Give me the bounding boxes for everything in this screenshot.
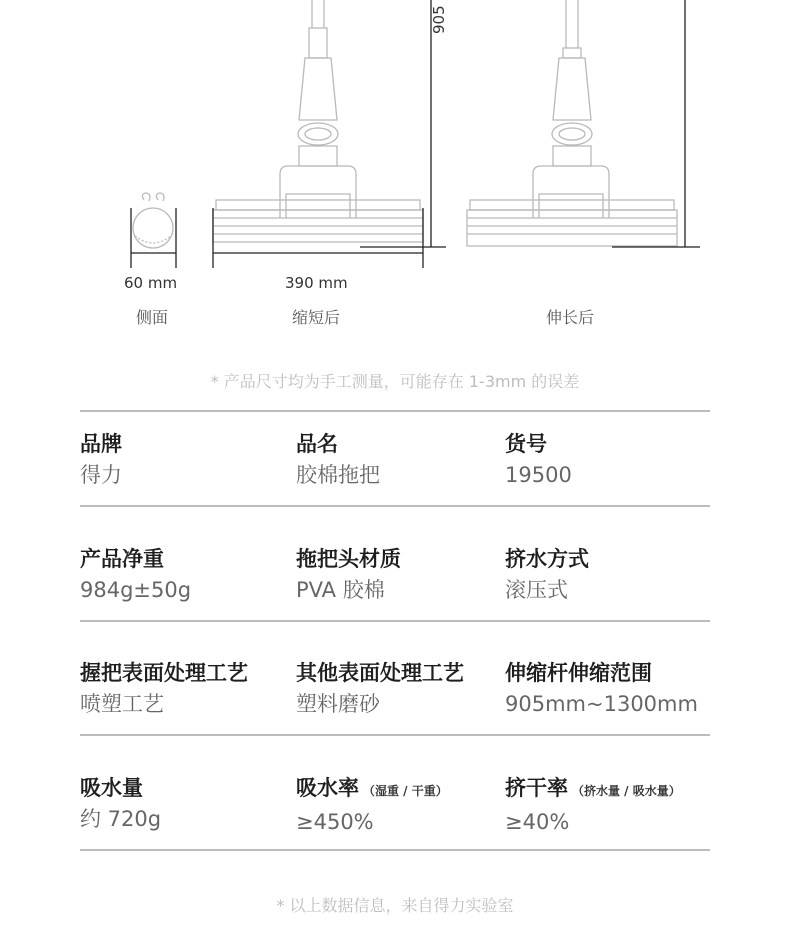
spec-value: 19500 <box>505 463 572 487</box>
spec-squeeze-method <box>505 545 589 604</box>
long-mop-drawing <box>467 0 677 246</box>
spec-label-sub: （挤水量 / 吸水量） <box>572 784 681 798</box>
spec-value: 984g±50g <box>80 578 192 602</box>
table-divider <box>80 620 710 622</box>
spec-net-weight <box>80 545 191 604</box>
source-note: * 以上数据信息，来自得力实验室 <box>276 896 514 915</box>
spec-head-material <box>296 545 401 604</box>
spec-value: 得力 <box>80 463 122 487</box>
long-view-label: 伸长后 <box>546 308 595 327</box>
spec-value: 905mm~1300mm <box>505 692 698 716</box>
table-divider <box>80 734 710 736</box>
spec-label: 挤水方式 <box>505 547 589 571</box>
side-width-label: 60 mm <box>124 274 178 292</box>
spec-absorption-rate <box>296 774 448 836</box>
spec-value: 喷塑工艺 <box>80 692 164 716</box>
spec-label: 握把表面处理工艺 <box>80 661 248 685</box>
spec-value: ≥450% <box>296 810 374 834</box>
spec-product-name <box>296 430 380 489</box>
short-width-label: 390 mm <box>285 274 348 292</box>
spec-brand <box>80 430 122 489</box>
spec-label: 其他表面处理工艺 <box>296 661 464 685</box>
spec-value: 胶棉拖把 <box>296 463 380 487</box>
short-view-label: 缩短后 <box>292 308 341 327</box>
short-mop-drawing <box>213 0 423 242</box>
spec-value: 约 720g <box>80 807 162 831</box>
spec-value: PVA 胶棉 <box>296 578 385 602</box>
spec-water-absorption <box>80 774 161 833</box>
spec-label: 拖把头材质 <box>296 547 401 571</box>
table-divider <box>80 410 710 412</box>
mop-illustration <box>0 0 790 340</box>
spec-label: 吸水率 <box>296 776 359 800</box>
spec-label: 吸水量 <box>80 776 143 800</box>
table-divider <box>80 505 710 507</box>
spec-value: 滚压式 <box>505 578 568 602</box>
height-dimension-label: 905 <box>430 5 448 34</box>
spec-label: 品牌 <box>80 432 122 456</box>
spec-label: 产品净重 <box>80 547 164 571</box>
side-view-label: 侧面 <box>136 308 169 327</box>
spec-other-finish <box>296 659 464 718</box>
spec-value: 塑料磨砂 <box>296 692 380 716</box>
spec-grip-finish <box>80 659 248 718</box>
spec-dry-rate <box>505 774 681 836</box>
spec-label-sub: （湿重 / 干重） <box>363 784 448 798</box>
spec-label: 伸缩杆伸缩范围 <box>505 661 652 685</box>
side-view-drawing <box>133 193 173 248</box>
product-dimension-diagram <box>0 0 790 340</box>
spec-item-number <box>505 430 572 489</box>
spec-value: ≥40% <box>505 810 570 834</box>
spec-label: 品名 <box>296 432 338 456</box>
spec-label: 货号 <box>505 432 547 456</box>
spec-label: 挤干率 <box>505 776 568 800</box>
table-divider <box>80 849 710 851</box>
spec-telescopic-range <box>505 659 698 718</box>
measurement-note: * 产品尺寸均为手工测量，可能存在 1-3mm 的误差 <box>210 372 580 391</box>
